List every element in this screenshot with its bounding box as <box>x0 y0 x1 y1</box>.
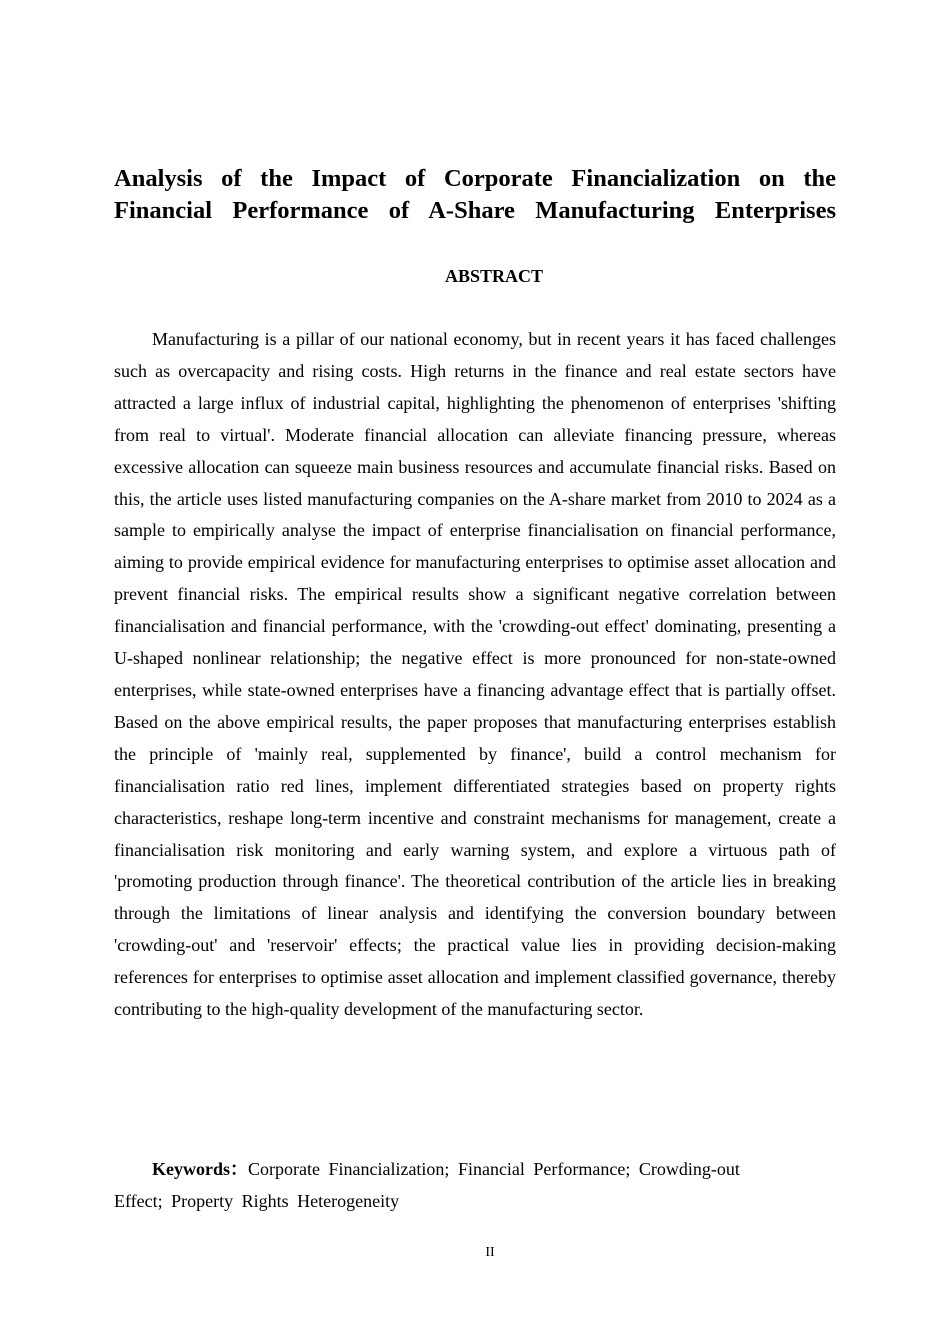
page-number: II <box>485 1245 495 1260</box>
keywords-label: Keywords： <box>152 1159 248 1179</box>
keywords-paragraph <box>114 1154 794 1217</box>
paper-title-line-1: Analysis of the Impact of Corporate Financialization on the <box>114 165 836 192</box>
abstract-body: Manufacturing is a pillar of our national economy, but in recent years it has faced challenges such as overcapacity and rising costs. High returns in the finance and real estate sectors have attracted a large influx of industrial capital, highlighting the phenomenon of enterprises 'shifting from real to virtual'. Moderate financial allocation can alleviate financing pressure, whereas excessive allocation can squeeze main business resources and accumulate financial risks. Based on this, the article uses listed manufacturing companies on the A-share market from 2010 to 2024 as a sample to empirically analyse the impact of enterprise financialisation on financial performance, aiming to provide empirical evidence for manufacturing enterprises to optimise asset allocation and prevent financial risks. The empirical results show a significant negative correlation between financialisation and financial performance, with the 'crowding-out effect' dominating, presenting a U-shaped nonlinear relationship; the negative effect is more pronounced for non-state-owned enterprises, while state-owned enterprises have a financing advantage effect that is partially offset. Based on the above empirical results, the paper proposes that manufacturing enterprises establish the principle of 'mainly real, supplemented by finance', build a control mechanism for financialisation ratio red lines, implement differentiated strategies based on property rights characteristics, reshape long-term incentive and constraint mechanisms for management, create a financialisation risk monitoring and early warning system, and explore a virtuous path of 'promoting production through finance'. The theoretical contribution of the article lies in breaking through the limitations of linear analysis and identifying the conversion boundary between 'crowding-out' and 'reservoir' effects; the practical value lies in providing decision-making references for enterprises to optimise asset allocation and implement classified governance, thereby contributing to the high-quality development of the manufacturing sector. <box>114 329 836 1020</box>
paper-title-line-2: Financial Performance of A-Share Manufacturing Enterprises <box>114 197 836 224</box>
paper-title <box>114 163 836 227</box>
abstract-heading: ABSTRACT <box>444 266 544 286</box>
keywords-text: Corporate Financialization; Financial Performance; Crowding-out Effect; Property Rights Heterogeneity <box>114 1159 740 1211</box>
